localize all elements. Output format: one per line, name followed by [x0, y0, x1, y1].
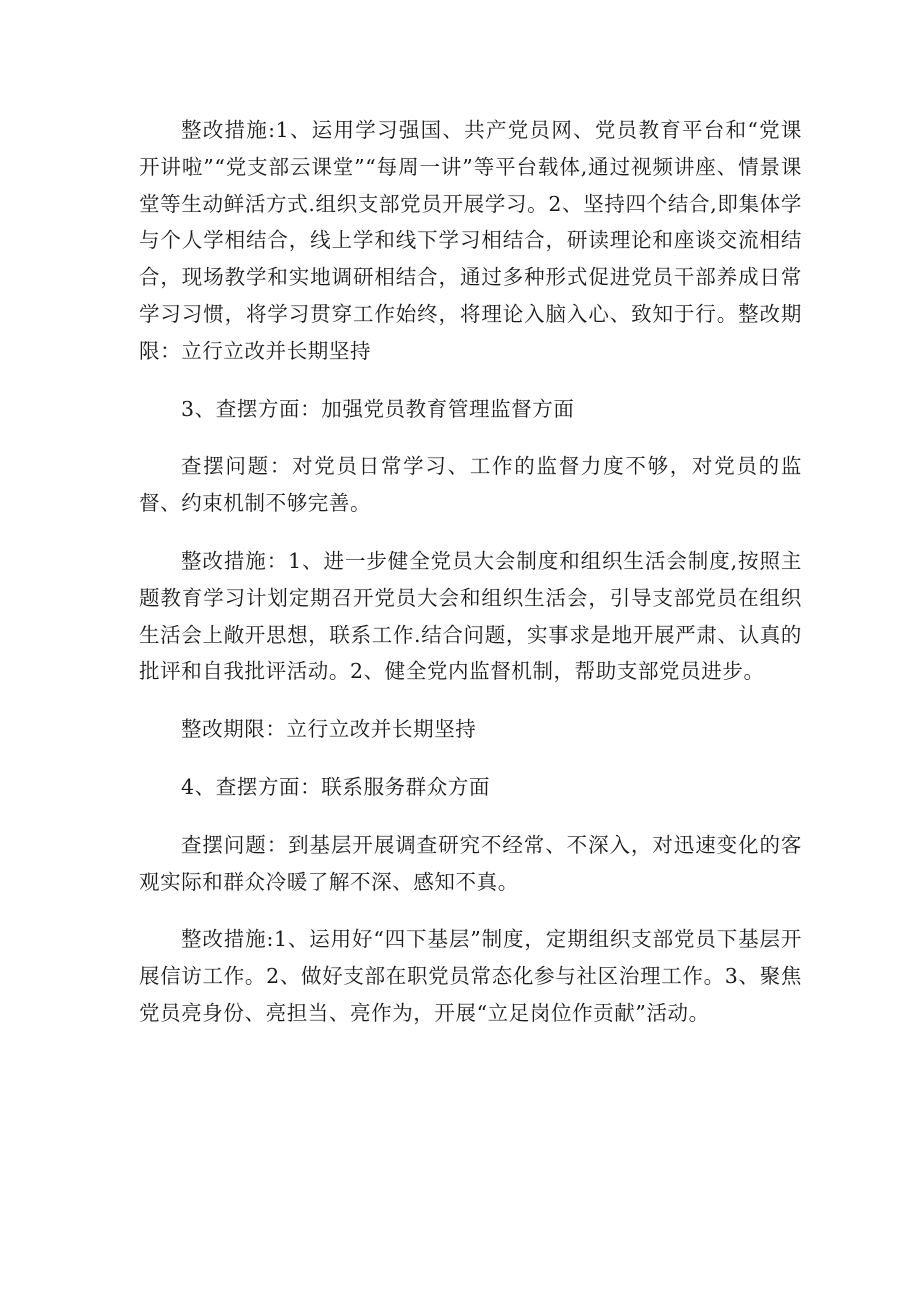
- paragraph-rectification-measures-4: 整改措施:1、运用好“四下基层”制度，定期组织支部党员下基层开展信访工作。2、做好支部在职党员常态化参与社区治理工作。3、聚焦党员亮身份、亮担当、亮作为，开展“立足岗位作贡献”活动。: [139, 927, 802, 1025]
- paragraph-deadline-3: 整改期限：立行立改并长期坚持: [181, 717, 477, 742]
- paragraph-problem-4: 查摆问题：到基层开展调查研究不经常、不深入，对迅速变化的客观实际和群众冷暖了解不深、感知不真。: [139, 832, 802, 894]
- paragraph-section-3-heading: 3、查摆方面：加强党员教育管理监督方面: [181, 396, 575, 421]
- paragraph-rectification-measures-3: 整改措施：1、进一步健全党员大会制度和组织生活会制度,按照主题教育学习计划定期召开党员大会和组织生活会，引导支部党员在组织生活会上敞开思想，联系工作.结合问题，实事求是地开展严肃、认真的批评和自我批评活动。2、健全党内监督机制，帮助支部党员进步。: [139, 548, 802, 684]
- paragraph-problem-3: 查摆问题：对党员日常学习、工作的监督力度不够，对党员的监督、约束机制不够完善。: [139, 454, 802, 516]
- paragraph-rectification-measures-1: 整改措施:1、运用学习强国、共产党员网、党员教育平台和“党课开讲啦”“党支部云课堂”“每周一讲”等平台载体,通过视频讲座、情景课堂等生动鲜活方式.组织支部党员开展学习。2、坚持四个结合,即集体学与个人学相结合，线上学和线下学习相结合，研读理论和座谈交流相结合，现场教学和实地调研相结合，通过多种形式促进党员干部养成日常学习习惯，将学习贯穿工作始终，将理论入脑入心、致知于行。整改期限：立行立改并长期坚持: [139, 118, 802, 363]
- paragraph-section-4-heading: 4、查摆方面：联系服务群众方面: [181, 774, 491, 799]
